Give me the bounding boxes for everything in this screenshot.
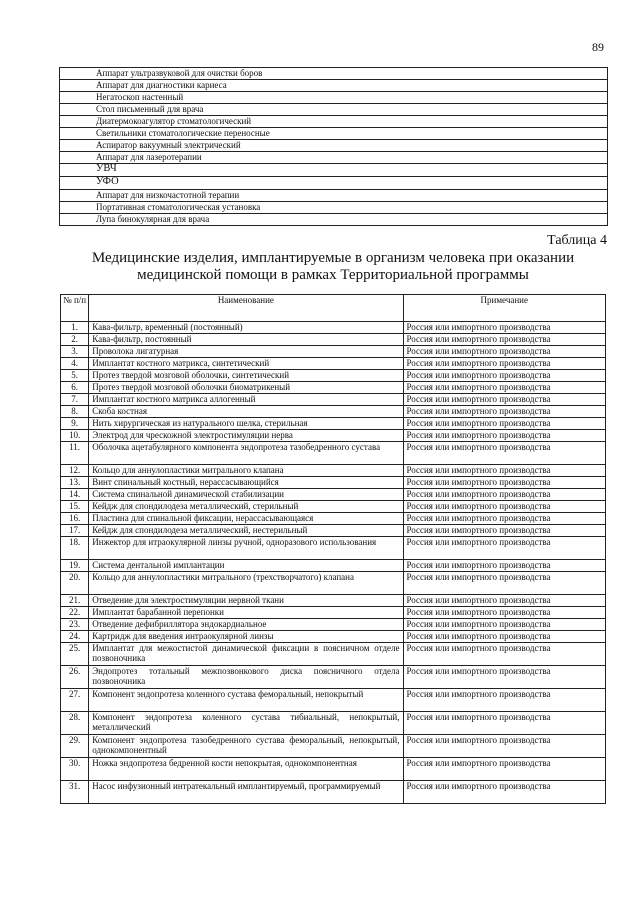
row-note: Россия или импортного производства [403, 418, 606, 430]
table-row [61, 643, 606, 666]
row-name: Проволока лигатурная [89, 346, 403, 358]
equipment-row [60, 202, 608, 214]
table-row [61, 560, 606, 572]
row-name: Кейдж для спондилодеза металлический, нестерильный [89, 525, 403, 537]
row-note: Россия или импортного производства [403, 406, 606, 418]
row-num: 6. [61, 382, 89, 394]
row-num: 10. [61, 430, 89, 442]
row-name: Винт спинальный костный, нерассасывающийся [89, 477, 403, 489]
row-num: 16. [61, 513, 89, 525]
table-row [61, 758, 606, 781]
equipment-row [60, 164, 608, 177]
row-name: Компонент эндопротеза тазобедренного сустава феморальный, непокрытый, однокомпонентный [89, 735, 403, 758]
row-name: Оболочка ацетабулярного компонента эндопротеза тазобедренного сустава [89, 442, 403, 465]
equipment-row [60, 116, 608, 128]
equipment-row [60, 190, 608, 202]
equipment-row [60, 80, 608, 92]
row-num: 28. [61, 712, 89, 735]
row-num: 7. [61, 394, 89, 406]
table-row [61, 370, 606, 382]
row-note: Россия или импортного производства [403, 572, 606, 595]
equipment-item: Лупа бинокулярная для врача [60, 214, 608, 226]
row-name: Протез твердой мозговой оболочки, синтетический [89, 370, 403, 382]
row-num: 19. [61, 560, 89, 572]
equipment-row [60, 68, 608, 80]
table-row [61, 572, 606, 595]
row-num: 11. [61, 442, 89, 465]
table-row [61, 346, 606, 358]
row-num: 4. [61, 358, 89, 370]
table-row [61, 525, 606, 537]
row-note: Россия или импортного производства [403, 430, 606, 442]
equipment-row [60, 177, 608, 190]
row-num: 3. [61, 346, 89, 358]
row-note: Россия или импортного производства [403, 513, 606, 525]
row-name: Отведение дефибриллятора эндокардиальное [89, 619, 403, 631]
row-name: Отведение для электростимуляции нервной ткани [89, 595, 403, 607]
row-num: 30. [61, 758, 89, 781]
row-note: Россия или импортного производства [403, 758, 606, 781]
row-note: Россия или импортного производства [403, 560, 606, 572]
row-num: 2. [61, 334, 89, 346]
row-note: Россия или импортного производства [403, 689, 606, 712]
equipment-row [60, 104, 608, 116]
equipment-item: Светильники стоматологические переносные [60, 128, 608, 140]
row-name: Кольцо для аннулопластики митрального (трехстворчатого) клапана [89, 572, 403, 595]
row-num: 29. [61, 735, 89, 758]
row-note: Россия или импортного производства [403, 712, 606, 735]
equipment-item: УВЧ [60, 164, 608, 177]
header-note: Примечание [403, 295, 606, 322]
table-row [61, 358, 606, 370]
row-num: 26. [61, 666, 89, 689]
row-name: Компонент эндопротеза коленного сустава тибиальный, непокрытый, металлический [89, 712, 403, 735]
row-num: 1. [61, 322, 89, 334]
table-row [61, 631, 606, 643]
row-name: Система дентальной имплантации [89, 560, 403, 572]
table-header-row [61, 295, 606, 322]
row-num: 12. [61, 465, 89, 477]
row-num: 18. [61, 537, 89, 560]
row-name: Ножка эндопротеза бедренной кости непокрытая, однокомпонентная [89, 758, 403, 781]
row-note: Россия или импортного производства [403, 465, 606, 477]
row-note: Россия или импортного производства [403, 442, 606, 465]
table-row [61, 513, 606, 525]
implants-table [60, 294, 606, 804]
equipment-table [59, 67, 608, 226]
equipment-item: Портативная стоматологическая установка [60, 202, 608, 214]
row-num: 17. [61, 525, 89, 537]
row-num: 13. [61, 477, 89, 489]
row-name: Инжектор для итраокулярной линзы ручной, одноразового использования [89, 537, 403, 560]
row-name: Эндопротез тотальный межпозвонкового диска поясничного отдела позвоночника [89, 666, 403, 689]
row-num: 31. [61, 781, 89, 804]
row-note: Россия или импортного производства [403, 537, 606, 560]
row-note: Россия или импортного производства [403, 489, 606, 501]
row-note: Россия или импортного производства [403, 322, 606, 334]
row-note: Россия или импортного производства [403, 370, 606, 382]
equipment-item: Аппарат для лазеротерапии [60, 152, 608, 164]
table-title: Медицинские изделия, имплантируемые в организм человека при оказании медицинской помощи в рамках Территориальной программы [91, 250, 575, 283]
equipment-item: Аппарат для низкочастотной терапии [60, 190, 608, 202]
equipment-item: Диатермокоагулятор стоматологический [60, 116, 608, 128]
row-num: 20. [61, 572, 89, 595]
table-row [61, 394, 606, 406]
table-row [61, 607, 606, 619]
row-num: 21. [61, 595, 89, 607]
row-num: 24. [61, 631, 89, 643]
row-note: Россия или импортного производства [403, 666, 606, 689]
row-note: Россия или импортного производства [403, 334, 606, 346]
table-row [61, 781, 606, 804]
row-note: Россия или импортного производства [403, 477, 606, 489]
row-name: Кава-фильтр, постоянный [89, 334, 403, 346]
equipment-item: Аспиратор вакуумный электрический [60, 140, 608, 152]
row-note: Россия или импортного производства [403, 631, 606, 643]
row-num: 15. [61, 501, 89, 513]
equipment-row [60, 140, 608, 152]
table-row [61, 712, 606, 735]
equipment-item: Аппарат ультразвуковой для очистки боров [60, 68, 608, 80]
equipment-row [60, 92, 608, 104]
table-row [61, 735, 606, 758]
table-row [61, 418, 606, 430]
row-note: Россия или импортного производства [403, 394, 606, 406]
row-note: Россия или импортного производства [403, 595, 606, 607]
row-name: Протез твердой мозговой оболочки биоматрикеный [89, 382, 403, 394]
table-row [61, 595, 606, 607]
row-name: Кава-фильтр, временный (постоянный) [89, 322, 403, 334]
table-label: Таблица 4 [547, 233, 607, 248]
row-name: Имплантат костного матрикса аллогенный [89, 394, 403, 406]
header-name: Наименование [89, 295, 403, 322]
row-num: 5. [61, 370, 89, 382]
row-note: Россия или импортного производства [403, 501, 606, 513]
table-row [61, 465, 606, 477]
row-note: Россия или импортного производства [403, 358, 606, 370]
row-num: 14. [61, 489, 89, 501]
row-name: Имплантат костного матрикса, синтетический [89, 358, 403, 370]
row-note: Россия или импортного производства [403, 735, 606, 758]
equipment-row [60, 152, 608, 164]
row-note: Россия или импортного производства [403, 346, 606, 358]
row-name: Компонент эндопротеза коленного сустава феморальный, непокрытый [89, 689, 403, 712]
row-note: Россия или импортного производства [403, 643, 606, 666]
equipment-item: Негатоскоп настенный [60, 92, 608, 104]
equipment-row [60, 128, 608, 140]
equipment-row [60, 214, 608, 226]
row-name: Пластина для спинальной фиксации, нерассасывающаяся [89, 513, 403, 525]
table-row [61, 430, 606, 442]
equipment-item: Стол письменный для врача [60, 104, 608, 116]
row-name: Имплантат для межостистой динамической фиксации в поясничном отделе позвоночника [89, 643, 403, 666]
row-note: Россия или импортного производства [403, 781, 606, 804]
row-num: 8. [61, 406, 89, 418]
table-row [61, 666, 606, 689]
row-name: Система спинальной динамической стабилизации [89, 489, 403, 501]
page-number: 89 [592, 40, 604, 54]
row-num: 22. [61, 607, 89, 619]
row-num: 27. [61, 689, 89, 712]
equipment-item: УФО [60, 177, 608, 190]
table-row [61, 334, 606, 346]
header-num: № п/п [61, 295, 89, 322]
table-row [61, 619, 606, 631]
table-row [61, 382, 606, 394]
row-name: Кейдж для спондилодеза металлический, стерильный [89, 501, 403, 513]
row-name: Электрод для чрескожной электростимуляции нерва [89, 430, 403, 442]
row-name: Кольцо для аннулопластики митрального клапана [89, 465, 403, 477]
table-row [61, 537, 606, 560]
row-name: Имплантат барабанной перепонки [89, 607, 403, 619]
row-note: Россия или импортного производства [403, 382, 606, 394]
table-row [61, 489, 606, 501]
equipment-item: Аппарат для диагностики кариеса [60, 80, 608, 92]
row-name: Скоба костная [89, 406, 403, 418]
row-note: Россия или импортного производства [403, 607, 606, 619]
row-num: 25. [61, 643, 89, 666]
table-row [61, 406, 606, 418]
table-row [61, 501, 606, 513]
row-note: Россия или импортного производства [403, 525, 606, 537]
table-row [61, 322, 606, 334]
table-row [61, 477, 606, 489]
row-name: Насос инфузионный интратекальный имплантируемый, программируемый [89, 781, 403, 804]
row-num: 23. [61, 619, 89, 631]
row-num: 9. [61, 418, 89, 430]
row-note: Россия или импортного производства [403, 619, 606, 631]
row-name: Нить хирургическая из натурального шелка, стерильная [89, 418, 403, 430]
table-row [61, 689, 606, 712]
table-row [61, 442, 606, 465]
row-name: Картридж для введения интраокулярной линзы [89, 631, 403, 643]
